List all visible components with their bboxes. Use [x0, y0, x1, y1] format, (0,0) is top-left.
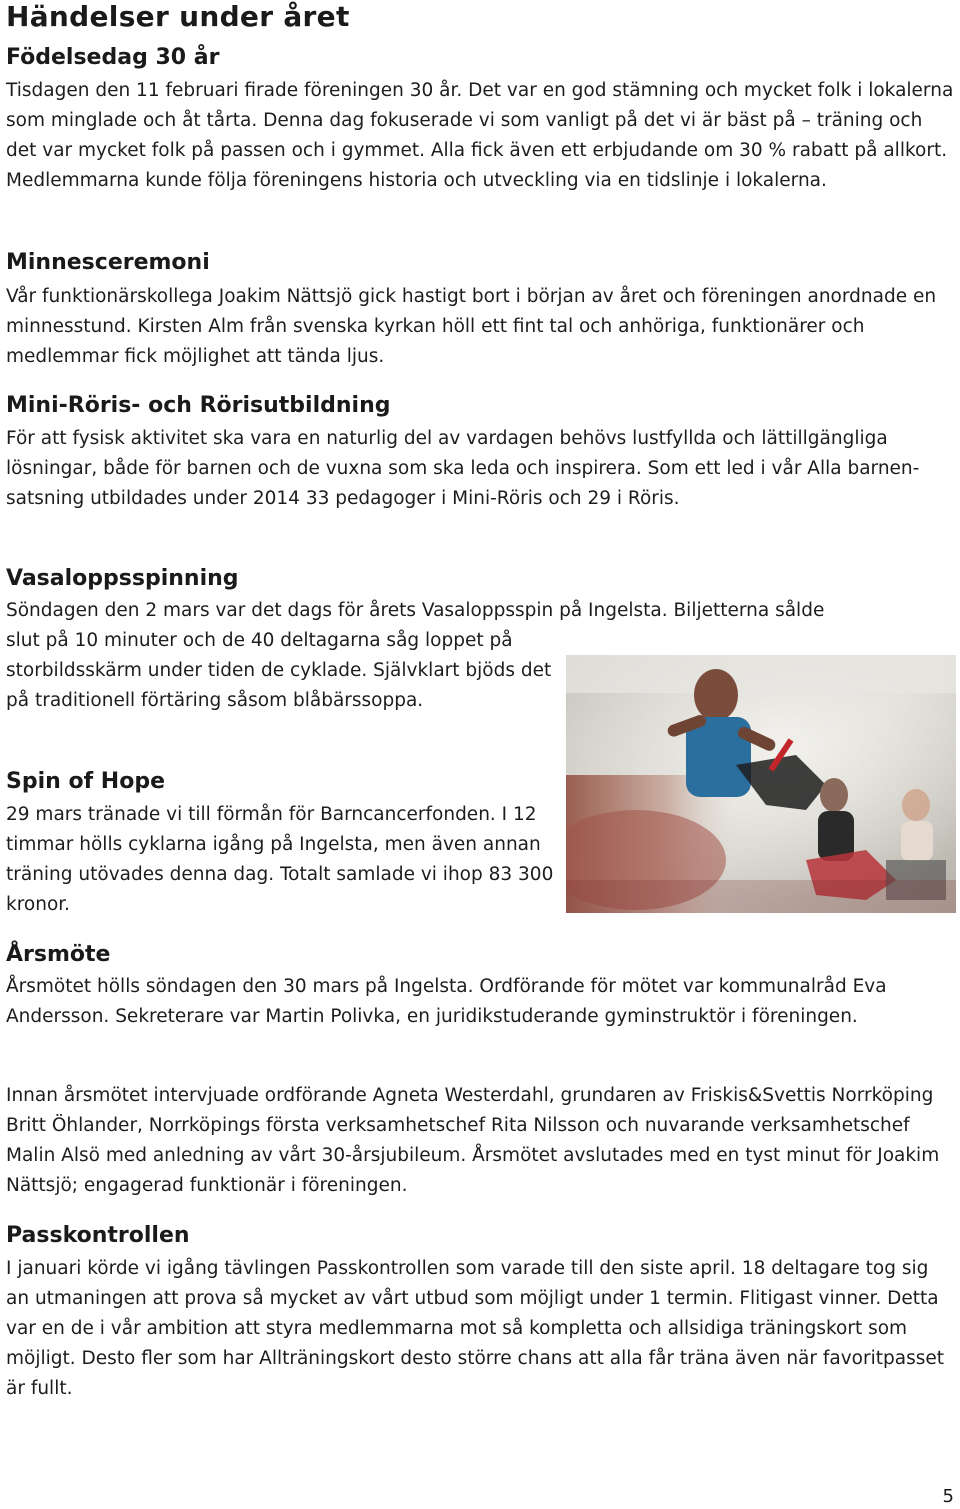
paragraph-minnesceremoni: Vår funktionärskollega Joakim Nättsjö gick hastigt bort i början av året och föreningen anordnade en minnesstund. Kirsten Alm från svenska kyrkan höll ett fint tal och anhöriga, funktionärer och medlemmar fick möjlighet att tända ljus.: [6, 286, 937, 367]
paragraph-vasalopp: slut på 10 minuter och de 40 deltagarna såg loppet på storbildsskärm under tiden de cyklade. Självklart bjöds det på traditionell förtäring såsom blåbärssoppa.: [6, 630, 552, 711]
heading-arsmote: Årsmöte: [6, 942, 111, 967]
heading-minnesceremoni: Minnesceremoni: [6, 250, 210, 275]
spinning-photo-illustration: [566, 655, 956, 913]
heading-fodelsedag: Födelsedag 30 år: [6, 45, 220, 70]
paragraph-roris: För att fysisk aktivitet ska vara en naturlig del av vardagen behövs lustfyllda och lättillgängliga lösningar, både för barnen och de vuxna som ska leda och inspirera. Som ett led i vår Alla barnen-satsning utbildades under 2014 33 pedagoger i Mini-Röris och 29 i Röris.: [6, 428, 920, 509]
heading-vasalopp: Vasaloppsspinning: [6, 566, 239, 591]
heading-spinofhope: Spin of Hope: [6, 769, 165, 794]
page-number: 5: [942, 1486, 954, 1507]
paragraph-arsmote-1: Årsmötet hölls söndagen den 30 mars på Ingelsta. Ordförande för mötet var kommunalråd Eva Andersson. Sekreterare var Martin Polivka, en juridikstuderande gyminstruktör i föreningen.: [6, 976, 887, 1027]
paragraph-spinofhope: 29 mars tränade vi till förmån för Barncancerfonden. I 12 timmar hölls cyklarna igång på Ingelsta, men även annan träning utövades denna dag. Totalt samlade vi ihop 83 300 kronor.: [6, 804, 554, 915]
paragraph-fodelsedag: Tisdagen den 11 februari firade föreningen 30 år. Det var en god stämning och mycket folk i lokalerna som minglade och åt tårta. Denna dag fokuserade vi som vanligt på det vi är bäst på – träning och det var mycket folk på passen och i gymmet. Alla fick även ett erbjudande om 30 % rabatt på allkort. Medlemmarna kunde följa föreningens historia och utveckling via en tidslinje i lokalerna.: [6, 80, 954, 191]
paragraph-passkontrollen: I januari körde vi igång tävlingen Passkontrollen som varade till den siste april. 18 deltagare tog sig an utmaningen att prova så mycket av vårt utbud som möjligt under 1 termin. Flitigast vinner. Detta var en de i vår ambition att styra medlemmarna mot så kompletta och allsidiga träningskort som möjligt. Desto fler som har Allträningskort desto större chans att alla får träna även när favoritpasset är fullt.: [6, 1258, 944, 1399]
page-title: Händelser under året: [6, 0, 350, 33]
heading-roris: Mini-Röris- och Rörisutbildning: [6, 393, 391, 418]
paragraph-vasalopp-line1: Söndagen den 2 mars var det dags för årets Vasaloppsspin på Ingelsta. Biljetterna sålde: [6, 600, 825, 621]
paragraph-arsmote-2: Innan årsmötet intervjuade ordförande Agneta Westerdahl, grundaren av Friskis&Svettis Norrköping Britt Öhlander, Norrköpings första verksamhetschef Rita Nilsson och nuvarande verksamhetschef Malin Alsö med anledning av vårt 30-årsjubileum. Årsmötet avslutades med en tyst minut för Joakim Nättsjö; engagerad funktionär i föreningen.: [6, 1085, 940, 1196]
spinning-class-photo: [566, 655, 956, 913]
heading-passkontrollen: Passkontrollen: [6, 1223, 190, 1248]
